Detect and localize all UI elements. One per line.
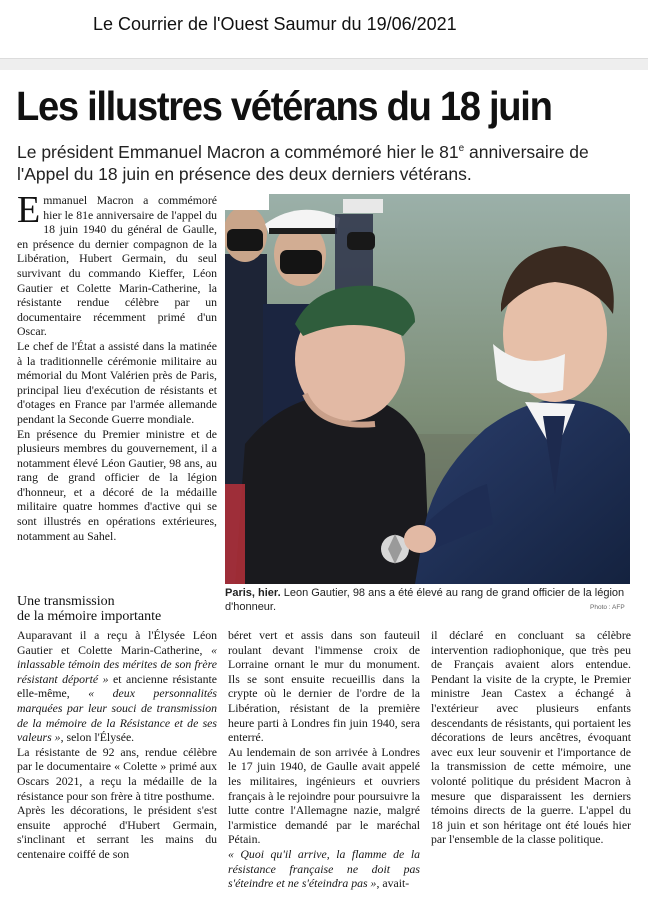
article-photo [225, 194, 630, 584]
intro-column [17, 189, 217, 543]
body-column-3 [431, 628, 631, 847]
col2-paragraph-1: béret vert et assis dans son fauteuil roulant devant l'immense croix de Lorraine ornant le mur du monument. Ils se sont ensuite recueillis dans la crypte où le dernier de l'ordre de la Libération, résistant de la première heure parti à Londres fin juin 1940, sera enterré. [228, 628, 420, 745]
drop-cap: E [17, 189, 41, 231]
intro-p1-text: mmanuel Macron a commémoré hier le 81e anniversaire de l'appel du 18 juin 1940 du général de Gaulle, en présence du dernier compagnon de la Libération, Hubert Germain, du seul survivant du commando Kieffer, Léon Gautier et Colette Marin-Catherine, la résistante rendue célèbre par un documentaire récemment primé d'un Oscar. [17, 193, 217, 339]
standfirst [17, 138, 635, 185]
col1-p1-c: et ancienne résistante elle-même, [17, 671, 217, 701]
standfirst-part1: Le président Emmanuel Macron a commémoré hier le 81 [17, 141, 459, 162]
col1-paragraph-1 [17, 628, 217, 745]
subheading-line-2: de la mémoire importante [17, 609, 162, 624]
source-header [0, 0, 648, 58]
intro-paragraph-3: En présence du Premier ministre et de plusieurs membres du gouvernement, il a notamment élevé Léon Gautier, 98 ans, au rang de grand officier de la légion d'honneur, et a décoré de la médaille militaire quatre hommes d'active qui se sont illustrés en opérations extérieures, notamment au Sahel. [17, 426, 217, 543]
intro-paragraph-1 [17, 189, 217, 339]
subheading-line-1: Une transmission [17, 594, 115, 609]
body-column-2 [228, 628, 420, 891]
col3-paragraph-1: il déclaré en concluant sa célèbre intervention radiophonique, que très peu de Français avaient alors entendue. Pendant la visite de la crypte, le Premier ministre Jean Castex a échangé à l'extérieur avec plusieurs enfants descendants de résistants, qui portaient les décorations de leurs ancêtres, évoquant avec eux leur souvenir et l'importance de la transmission de cette mémoire, une volonté politique du président Macron à mesure que disparaissent les derniers témoins directs de la guerre. L'appel du 18 juin et son héritage ont été loués hier par l'ensemble de la classe politique. [431, 628, 631, 847]
ceremony-illustration [225, 194, 630, 584]
photo-caption [225, 587, 630, 614]
source-label: Le Courrier de l'Ouest Saumur du 19/06/2021 [93, 14, 457, 34]
caption-text: Leon Gautier, 98 ans a été élevé au rang de grand officier de la légion d'honneur. [225, 587, 625, 613]
col1-p1-e: , selon l'Élysée. [60, 730, 135, 745]
col1-p1-quote-2: « deux personnalités marquées par leur souci de transmission de la mémoire de la Résistance et de ses valeurs » [17, 686, 217, 745]
photo-credit: Photo : AFP [590, 604, 625, 611]
col2-paragraph-2: Au lendemain de son arrivée à Londres le 17 juin 1940, de Gaulle avait appelé les militaires, ingénieurs et ouvriers français à le rejoindre pour poursuivre la lutte contre l'Allemagne nazie, malgré l'armistice demandé par le maréchal Pétain. [228, 744, 420, 847]
col1-paragraph-3: Après les décorations, le président s'est ensuite approché d'Hubert Germain, s'inclinant et serrant les mains du centenaire coiffé de son [17, 803, 217, 861]
col2-paragraph-3 [228, 847, 420, 891]
caption-lead: Paris, hier. [225, 587, 281, 599]
col1-paragraph-2: La résistante de 92 ans, rendue célèbre par le documentaire « Colette » primé aux Oscars 2021, a reçu la médaille de la résistance pour son frère à titre posthume. [17, 744, 217, 803]
standfirst-sup: e [458, 143, 465, 154]
intro-paragraph-2: Le chef de l'État a assisté dans la matinée à la traditionnelle cérémonie militaire au mémorial du Mont Valérien près de Paris, principal lieu d'exécution de résistants et d'otages en France par l'armée allemande pendant la Seconde Guerre mondiale. [17, 338, 217, 426]
headline: Les illustres vétérans du 18 juin [16, 83, 552, 129]
col1-p1-a: Auparavant il a reçu à l'Élysée Léon Gautier et Colette Marin-Catherine, [17, 628, 217, 657]
body-column-1 [17, 628, 217, 862]
col2-p3-b: , avait- [376, 876, 410, 891]
col2-p3-quote: « Quoi qu'il arrive, la flamme de la résistance française ne doit pas s'éteindre et ne s'éteindra pas » [228, 846, 420, 891]
standfirst-part2: anniversaire de l'Appel du 18 juin en présence des deux derniers vétérans. [17, 141, 589, 184]
col1-p1-quote-1: « inlassable témoin des mérites de son frère résistant déporté » [17, 642, 217, 686]
subheading [17, 594, 217, 624]
